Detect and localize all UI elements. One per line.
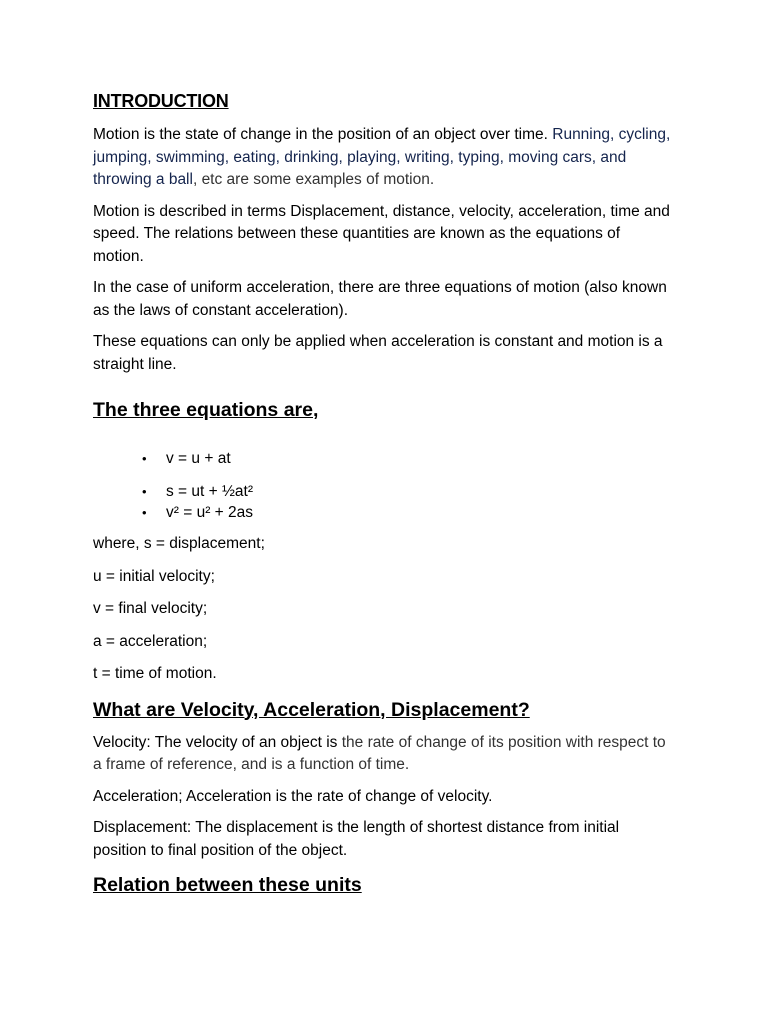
equation-text: s = ut + ½at² — [166, 483, 254, 500]
intro-p1-tail: , etc are some examples of motion. — [192, 171, 435, 188]
equation-item — [93, 502, 673, 523]
intro-p1-text: Motion is the state of change in the position of an object over time. — [93, 126, 553, 143]
acceleration-definition: Acceleration; Acceleration is the rate of change of velocity. — [93, 787, 493, 805]
equations-heading: The three equations are, — [93, 399, 319, 421]
what-heading: What are Velocity, Acceleration, Displacement? — [93, 698, 530, 721]
bullet-icon: • — [142, 484, 147, 499]
equation-item — [93, 448, 673, 469]
displacement-definition: Displacement: The displacement is the length of shortest distance from initial position to final position of the object. — [93, 819, 620, 859]
relation-heading: Relation between these units — [93, 874, 362, 896]
intro-title: INTRODUCTION — [93, 91, 229, 111]
equation-item — [93, 481, 673, 502]
intro-paragraph-3: In the case of uniform acceleration, there are three equations of motion (also known as the laws of constant acceleration). — [93, 279, 667, 319]
velocity-rest: the rate of change of its position with respect to a frame of reference, and is a function of time. — [93, 733, 666, 773]
document-page — [93, 88, 673, 899]
definition-line: a = acceleration; — [93, 632, 208, 650]
intro-p1-examples: Running, cycling, jumping, swimming, eating, drinking, playing, writing, typing, moving cars, and throwing a ball — [93, 126, 671, 188]
equations-list — [93, 448, 673, 523]
definition-line: u = initial velocity; — [93, 567, 215, 585]
definition-line: v = final velocity; — [93, 600, 208, 617]
definition-line: where, s = displacement; — [93, 535, 265, 552]
equation-text: v² = u² + 2as — [166, 504, 254, 521]
intro-paragraph-2: Motion is described in terms Displacement, distance, velocity, acceleration, time and speed. The relations between these quantities are known as the equations of motion. — [93, 202, 670, 265]
definition-line: t = time of motion. — [93, 665, 217, 682]
intro-paragraph-1 — [93, 124, 673, 192]
velocity-lead: Velocity: The velocity of an object is — [93, 733, 342, 751]
intro-paragraph-4: These equations can only be applied when acceleration is constant and motion is a straight line. — [93, 333, 663, 373]
bullet-icon: • — [142, 505, 147, 520]
equation-text: v = u + at — [166, 450, 231, 467]
velocity-definition — [93, 732, 673, 777]
bullet-icon: • — [142, 451, 147, 466]
